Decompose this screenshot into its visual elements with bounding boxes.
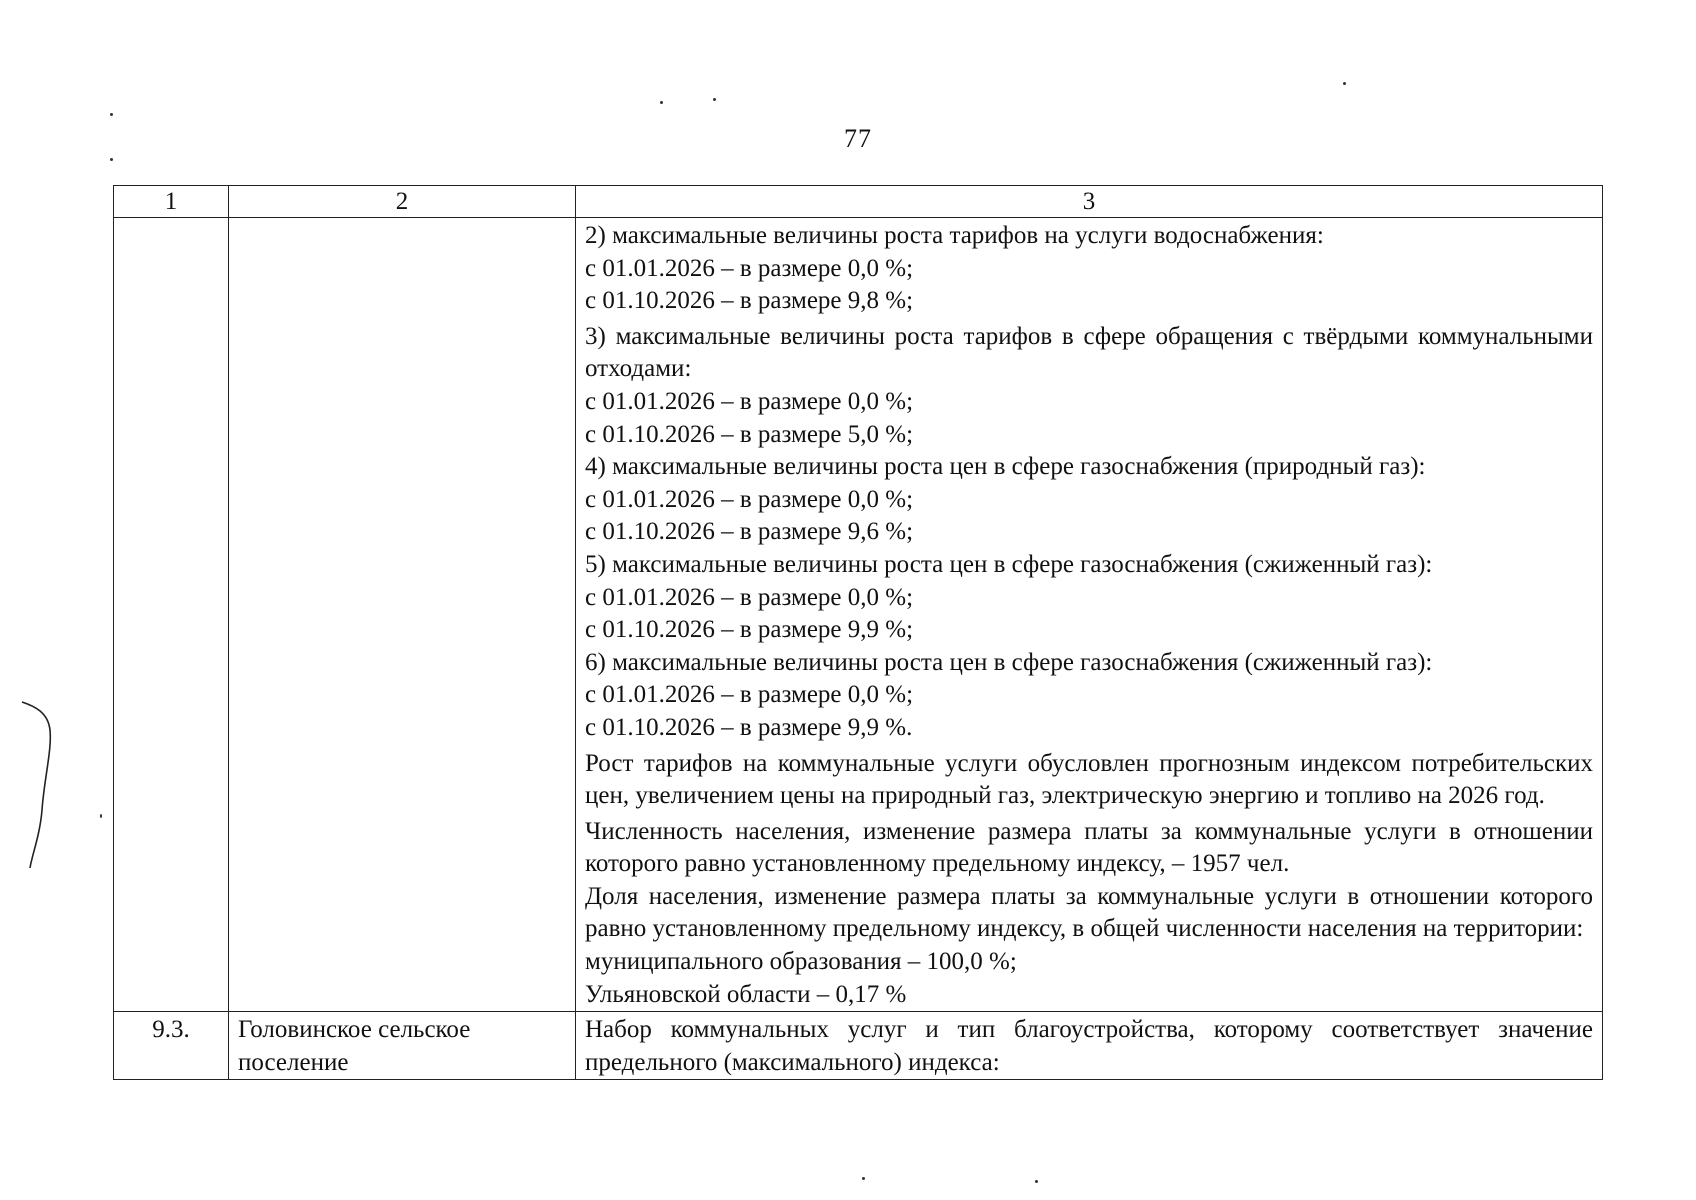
scan-speck	[660, 101, 663, 104]
header-col-2: 2	[229, 186, 576, 218]
text-paragraph: Доля населения, изменение размера платы за коммунальные услуги в отношении которого равно установленному предельному индексу, в общей численности населения на территории:	[585, 882, 1593, 943]
row2-col2: Головинское сельское поселение	[229, 1012, 576, 1080]
tariff-table	[113, 185, 1603, 1080]
scan-speck	[100, 814, 102, 818]
row2-col3: Набор коммунальных услуг и тип благоустройства, которому соответствует значение предельного (максимального) индекса:	[576, 1012, 1603, 1080]
text-line: с 01.01.2026 – в размере 0,0 %;	[585, 387, 914, 415]
text-paragraph: 3) максимальные величины роста тарифов в сфере обращения с твёрдыми коммунальными отходами:	[585, 322, 1593, 383]
text-line: с 01.10.2026 – в размере 5,0 %;	[585, 420, 914, 448]
header-col-1: 1	[114, 186, 229, 218]
text-line: с 01.10.2026 – в размере 9,8 %;	[585, 287, 914, 315]
header-col-3: 3	[576, 186, 1603, 218]
scan-speck	[862, 1177, 865, 1180]
text-line: Ульяновской области – 0,17 %	[585, 980, 907, 1008]
text-line: с 01.01.2026 – в размере 0,0 %;	[585, 485, 914, 513]
scan-speck	[1035, 1180, 1038, 1183]
text-line: с 01.01.2026 – в размере 0,0 %;	[585, 254, 914, 282]
text-line: с 01.10.2026 – в размере 9,6 %;	[585, 518, 914, 546]
text-line: с 01.01.2026 – в размере 0,0 %;	[585, 681, 914, 709]
page-number: 77	[844, 124, 872, 153]
text-paragraph: Рост тарифов на коммунальные услуги обусловлен прогнозным индексом потребительских цен, увеличением цены на природный газ, электрическую энергию и топливо на 2026 год.	[585, 749, 1593, 810]
text-line: 6) максимальные величины роста цен в сфере газоснабжения (сжиженный газ):	[585, 648, 1433, 676]
text-line: муниципального образования – 100,0 %;	[585, 948, 1017, 976]
table-row	[114, 218, 1603, 1012]
text-line: 4) максимальные величины роста цен в сфере газоснабжения (природный газ):	[585, 453, 1426, 481]
text-line: 2) максимальные величины роста тарифов на услуги водоснабжения:	[585, 222, 1324, 249]
text-paragraph: Численность населения, изменение размера платы за коммунальные услуги в отношении которого равно установленному предельному индексу, – 1957 чел.	[585, 817, 1593, 878]
row1-col3	[576, 218, 1603, 1012]
row1-col2	[229, 218, 576, 1012]
scan-speck	[110, 113, 113, 116]
scan-speck	[713, 98, 716, 101]
text-line: с 01.01.2026 – в размере 0,0 %;	[585, 583, 914, 611]
margin-pen-mark	[12, 700, 52, 870]
table-row	[114, 1012, 1603, 1080]
row1-col1	[114, 218, 229, 1012]
scan-speck	[110, 158, 113, 161]
scan-speck	[1343, 82, 1346, 85]
text-line: с 01.10.2026 – в размере 9,9 %;	[585, 616, 914, 644]
text-line: 5) максимальные величины роста цен в сфере газоснабжения (сжиженный газ):	[585, 550, 1433, 578]
text-line: с 01.10.2026 – в размере 9,9 %.	[585, 713, 913, 741]
table-header-row	[114, 186, 1603, 218]
row2-col1: 9.3.	[114, 1012, 229, 1080]
